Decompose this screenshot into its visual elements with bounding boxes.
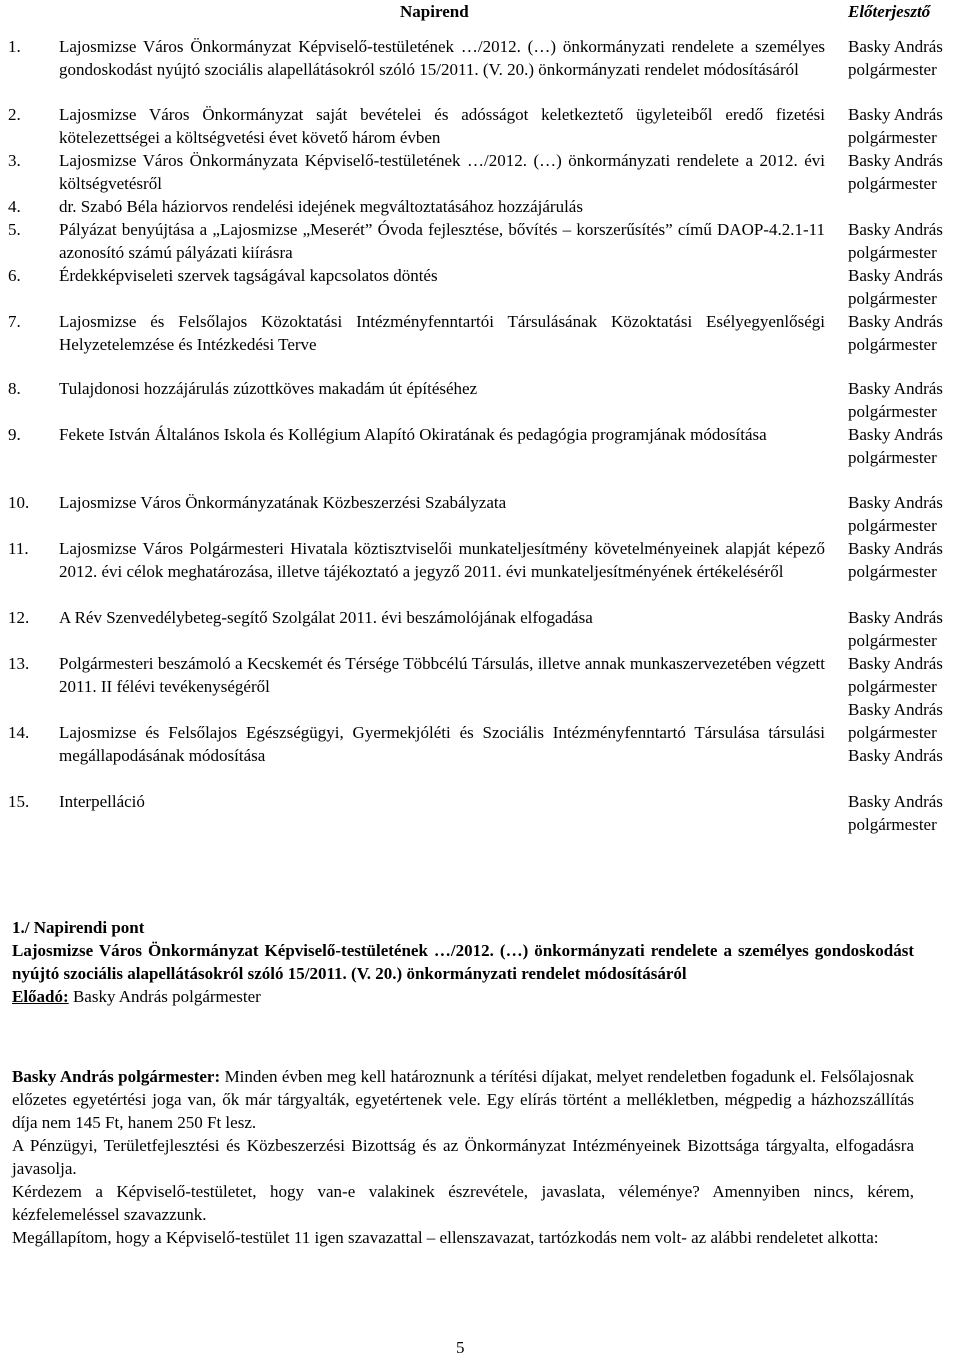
agenda-text: Lajosmizse Város Önkormányzatának Közbeszerzési Szabályzata (59, 493, 507, 512)
paragraph: A Pénzügyi, Területfejlesztési és Közbeszerzési Bizottság és az Önkormányzat Intézményeinek Bizottsága tárgyalta, elfogadásra javasolja. (12, 1136, 914, 1178)
agenda-item (0, 103, 960, 149)
minutes-body (12, 1065, 914, 1249)
presenter-line: Basky András (848, 493, 943, 512)
presenter-column-header: Előterjesztő (848, 2, 931, 21)
presenter-line: Basky András (848, 379, 943, 398)
agenda-number: 4. (8, 197, 21, 216)
agenda-number: 9. (8, 425, 21, 444)
agenda-item (0, 377, 960, 423)
agenda-text: A Rév Szenvedélybeteg-segítő Szolgálat 2011. évi beszámolójának elfogadása (59, 608, 593, 627)
paragraph: Kérdezem a Képviselő-testületet, hogy van-e valakinek észrevétele, javaslata, véleménye? Amennyiben nincs, kérem, kézfelemeléssel szavazzunk. (12, 1182, 914, 1224)
agenda-text: Lajosmizse Város Önkormányzat Képviselő-testületének …/2012. (…) önkormányzati rendelete a személyes gondoskodást nyújtó szociális alapellátásokról szóló 15/2011. (V. 20.) önkormányzati rendelet módosításáról (59, 37, 825, 79)
agenda-number: 7. (8, 312, 21, 331)
presenter-line: polgármester (848, 448, 937, 467)
agenda-item (0, 423, 960, 469)
paragraph: Megállapítom, hogy a Képviselő-testület 11 igen szavazattal – ellenszavazat, tartózkodás nem volt- az alábbi rendeletet alkotta: (12, 1228, 879, 1247)
presenter-line: Basky András (848, 539, 943, 558)
presenter-line: Basky András (848, 700, 943, 719)
agenda-number: 11. (8, 539, 29, 558)
agenda-number: 1. (8, 37, 21, 56)
presenter-line: polgármester (848, 562, 937, 581)
presenter-line: Basky András (848, 425, 943, 444)
presenter-label: Előadó: (12, 987, 69, 1006)
presenter-line: Basky András (848, 220, 943, 239)
presenter-line: Basky András (848, 746, 943, 765)
agenda-text: Polgármesteri beszámoló a Kecskemét és Térsége Többcélú Társulás, illetve annak munkaszervezetében végzett 2011. II félévi tevékenységéről (59, 654, 825, 696)
agenda-text: Lajosmizse és Felsőlajos Egészségügyi, Gyermekjóléti és Szociális Intézményfenntartó Társulása társulási megállapodásának módosítása (59, 723, 825, 765)
presenter-line: polgármester (848, 174, 937, 193)
agenda-presenter (848, 491, 960, 537)
agenda-presenter (848, 310, 960, 356)
agenda-item (0, 35, 960, 81)
presenter-line: polgármester (848, 677, 937, 696)
presenter-line: polgármester (848, 815, 937, 834)
presenter-line: Basky András (848, 608, 943, 627)
agenda-text: Lajosmizse Város Önkormányzata Képviselő-testületének …/2012. (…) önkormányzati rendelete a 2012. évi költségvetésről (59, 151, 825, 193)
agenda-presenter (848, 218, 960, 264)
agenda-item (0, 491, 960, 537)
agenda-text: Lajosmizse és Felsőlajos Közoktatási Intézményfenntartói Társulásának Közoktatási Esélyegyenlőségi Helyzetelemzése és Intézkedési Terve (59, 312, 825, 354)
presenter-line: Basky András (848, 266, 943, 285)
agenda-number: 6. (8, 266, 21, 285)
agenda-item (0, 790, 960, 836)
agenda-text: Interpelláció (59, 792, 145, 811)
agenda-presenter (848, 149, 960, 195)
agenda-item (0, 606, 960, 652)
section-heading: 1./ Napirendi pont (12, 918, 145, 937)
agenda-presenter (848, 606, 960, 652)
agenda-item (0, 218, 960, 264)
agenda-presenter (848, 35, 960, 81)
presenter-line: Basky András (848, 151, 943, 170)
speaker-name: Basky András polgármester: (12, 1067, 221, 1086)
presenter-line: polgármester (848, 516, 937, 535)
agenda-number: 14. (8, 723, 30, 742)
presenter-line: polgármester (848, 631, 937, 650)
presenter-line: Basky András (848, 37, 943, 56)
presenter-line: Basky András (848, 792, 943, 811)
presenter-line: polgármester (848, 723, 937, 742)
presenter-name: Basky András polgármester (68, 987, 261, 1006)
agenda-item (0, 721, 960, 767)
presenter-line: polgármester (848, 335, 937, 354)
agenda-text: Fekete István Általános Iskola és Kollégium Alapító Okiratának és pedagógia programjának módosítása (59, 425, 767, 444)
agenda-item (0, 310, 960, 356)
agenda-presenter (848, 377, 960, 423)
agenda-text: Tulajdonosi hozzájárulás zúzottköves makadám út építéséhez (59, 379, 478, 398)
agenda-number: 5. (8, 220, 21, 239)
agenda-presenter (848, 537, 960, 583)
agenda-presenter (848, 652, 960, 721)
agenda-item (0, 537, 960, 606)
presenter-line: polgármester (848, 128, 937, 147)
agenda-text: Lajosmizse Város Polgármesteri Hivatala köztisztviselői munkateljesítmény követelményeinek alapját képező 2012. évi célok meghatározása, illetve tájékoztató a jegyző 2011. évi munkateljesítményének értékeléséről (59, 539, 825, 581)
agenda-presenter (848, 721, 960, 767)
agenda-presenter (848, 103, 960, 149)
presenter-line: polgármester (848, 289, 937, 308)
agenda-number: 8. (8, 379, 21, 398)
presenter-line: Basky András (848, 312, 943, 331)
agenda-number: 10. (8, 493, 30, 512)
agenda-text: dr. Szabó Béla háziorvos rendelési idejének megváltoztatásához hozzájárulás (59, 197, 583, 216)
agenda-text: Érdekképviseleti szervek tagságával kapcsolatos döntés (59, 266, 438, 285)
presenter-line: Basky András (848, 654, 943, 673)
agenda-number: 13. (8, 654, 30, 673)
agenda-number: 15. (8, 792, 30, 811)
speech-paragraph (12, 1065, 914, 1134)
agenda-item (0, 652, 960, 721)
agenda-point-section (12, 916, 914, 1008)
agenda-number: 12. (8, 608, 30, 627)
agenda-presenter (848, 264, 960, 310)
agenda-text: Lajosmizse Város Önkormányzat saját bevételei és adósságot keletkeztető ügyleteiből eredő fizetési kötelezettségei a költségvetési évet követő három évben (59, 105, 825, 147)
agenda-column-header: Napirend (400, 2, 469, 21)
agenda-item (0, 264, 960, 310)
section-presenter (12, 985, 914, 1008)
presenter-line: polgármester (848, 243, 937, 262)
presenter-line: Basky András (848, 105, 943, 124)
agenda-number: 2. (8, 105, 21, 124)
agenda-presenter (848, 423, 960, 469)
presenter-line: polgármester (848, 402, 937, 421)
section-title: Lajosmizse Város Önkormányzat Képviselő-testületének …/2012. (…) önkormányzati rendelete a személyes gondoskodást nyújtó szociális alapellátásokról szóló 15/2011. (V. 20.) önkormányzati rendelet módosításáról (12, 941, 914, 983)
page-number: 5 (456, 1338, 465, 1357)
agenda-item (0, 149, 960, 195)
speech-text: Minden évben meg kell határoznunk a térítési díjakat, melyet rendeletben fogadunk el. Felsőlajosnak előzetes egyetértési joga van, ők már tárgyalták, egyetértenek vele. Egy elírás történt a mellékletben, mégpedig a házhozszállítás díja nem 145 Ft, hanem 250 Ft lesz. (12, 1067, 915, 1132)
presenter-line: polgármester (848, 60, 937, 79)
agenda-presenter (848, 790, 960, 836)
agenda-number: 3. (8, 151, 21, 170)
agenda-item (0, 195, 960, 218)
agenda-text: Pályázat benyújtása a „Lajosmizse „Meserét” Óvoda fejlesztése, bővítés – korszerűsítés” című DAOP-4.2.1-11 azonosító számú pályázati kiírásra (59, 220, 825, 262)
